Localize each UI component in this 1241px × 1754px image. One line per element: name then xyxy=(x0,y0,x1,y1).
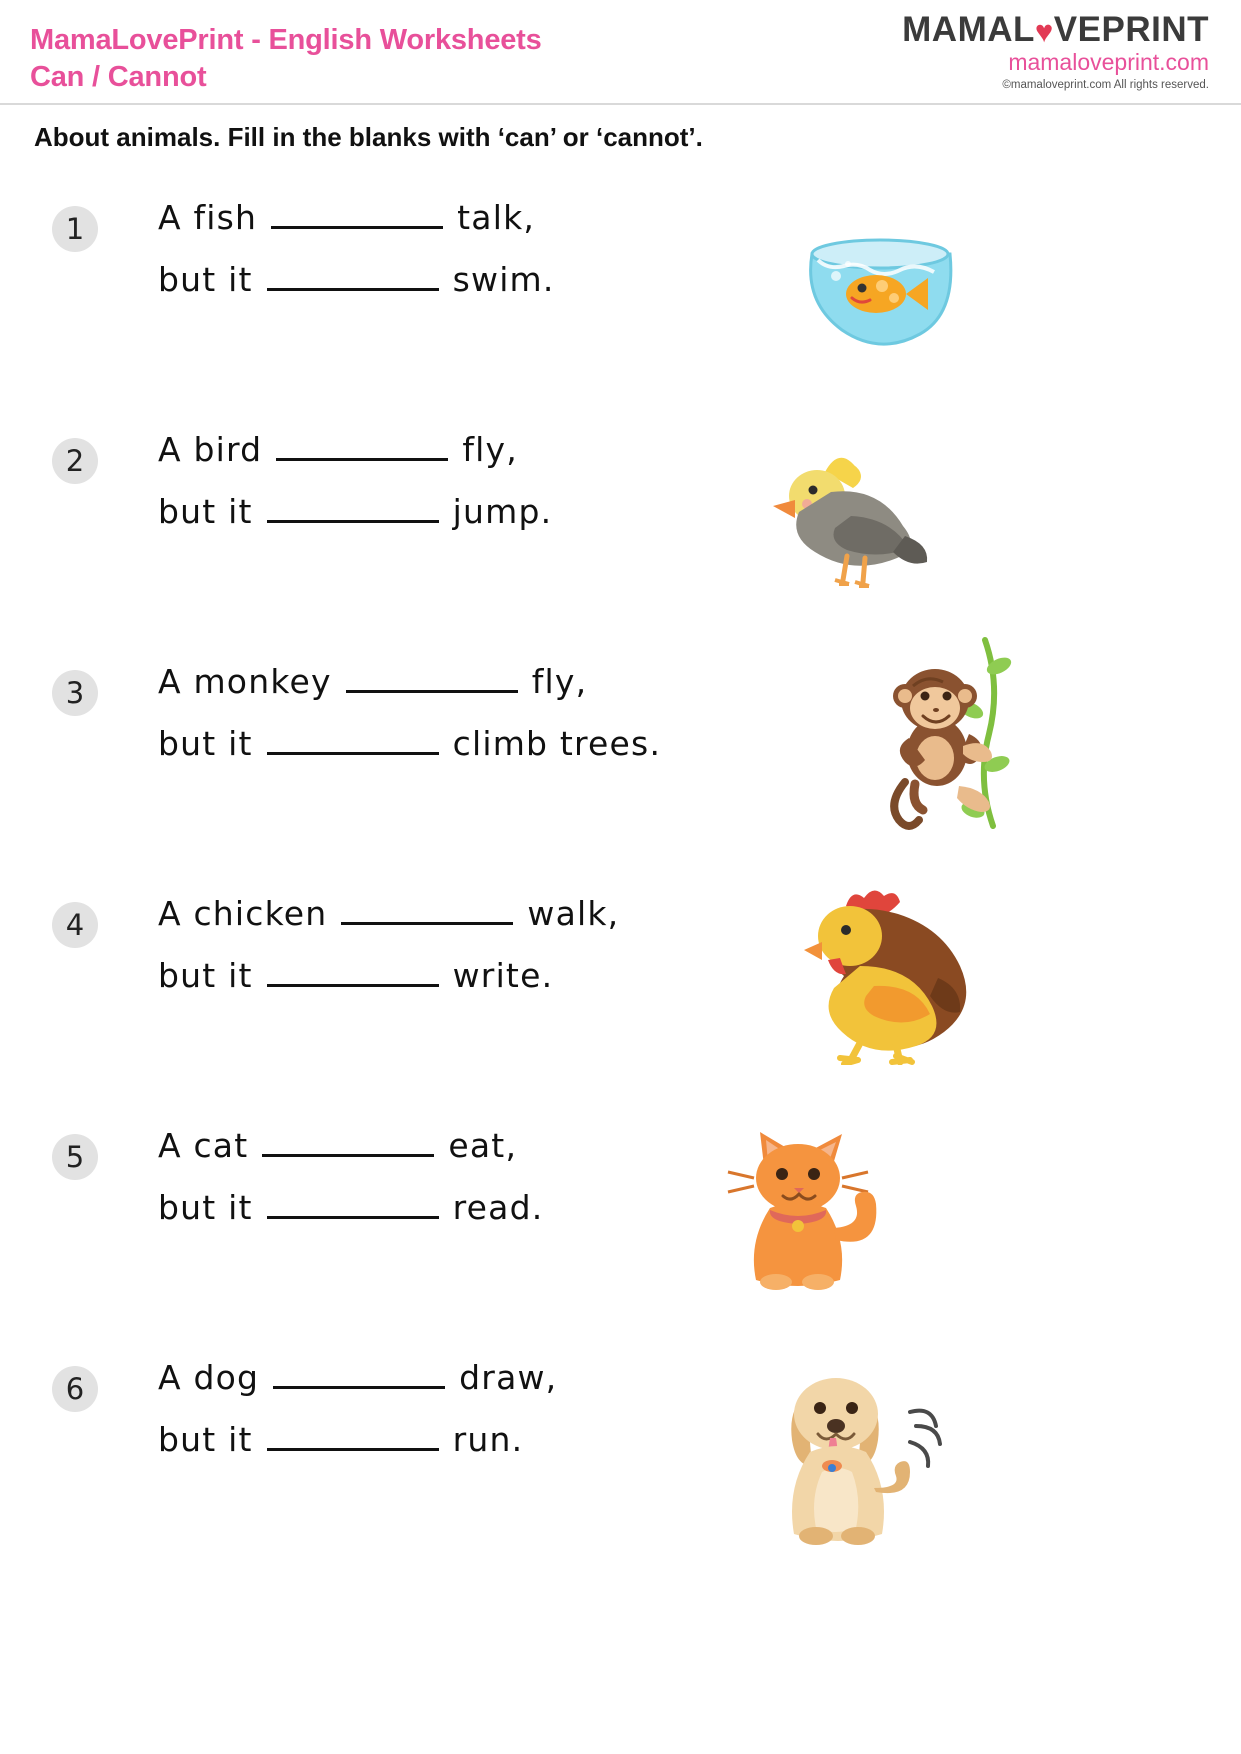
question-text xyxy=(158,432,552,556)
question-number: 5 xyxy=(52,1134,98,1180)
brand-logo-part1: MAMAL xyxy=(902,10,1035,49)
question-row xyxy=(0,1120,1241,1352)
question-line-1 xyxy=(158,200,555,262)
question-line-1 xyxy=(158,432,552,494)
bird-illustration xyxy=(755,444,935,604)
brand-logo xyxy=(902,12,1209,47)
page-header xyxy=(0,0,1241,92)
answer-blank[interactable] xyxy=(267,494,439,523)
line1-prefix: A cat xyxy=(158,1126,249,1165)
line1-prefix: A monkey xyxy=(158,662,332,701)
chicken-illustration xyxy=(770,880,970,1065)
brand-block xyxy=(902,12,1209,91)
worksheet-title-line2: Can / Cannot xyxy=(30,61,207,94)
line1-suffix: fly, xyxy=(462,430,518,469)
line2-prefix: but it xyxy=(158,1420,253,1459)
question-line-2 xyxy=(158,1422,557,1484)
line1-prefix: A bird xyxy=(158,430,263,469)
question-line-1 xyxy=(158,1360,557,1422)
question-number: 3 xyxy=(52,670,98,716)
answer-blank[interactable] xyxy=(267,1190,439,1219)
line2-suffix: run. xyxy=(452,1420,524,1459)
question-line-1 xyxy=(158,896,619,958)
answer-blank[interactable] xyxy=(341,896,513,925)
question-number: 2 xyxy=(52,438,98,484)
answer-blank[interactable] xyxy=(273,1360,445,1389)
question-line-2 xyxy=(158,494,552,556)
answer-blank[interactable] xyxy=(267,958,439,987)
line2-prefix: but it xyxy=(158,724,253,763)
line1-suffix: walk, xyxy=(527,894,620,933)
question-number: 6 xyxy=(52,1366,98,1412)
question-row xyxy=(0,656,1241,888)
answer-blank[interactable] xyxy=(346,664,518,693)
brand-copyright: ©mamaloveprint.com All rights reserved. xyxy=(1002,78,1209,91)
line2-prefix: but it xyxy=(158,492,253,531)
question-row xyxy=(0,424,1241,656)
answer-blank[interactable] xyxy=(267,262,439,291)
line1-prefix: A fish xyxy=(158,198,258,237)
question-line-2 xyxy=(158,262,555,324)
question-number: 4 xyxy=(52,902,98,948)
question-line-1 xyxy=(158,664,661,726)
question-line-1 xyxy=(158,1128,543,1190)
line1-suffix: draw, xyxy=(459,1358,558,1397)
line2-prefix: but it xyxy=(158,956,253,995)
answer-blank[interactable] xyxy=(276,432,448,461)
line1-suffix: eat, xyxy=(448,1126,518,1165)
line1-suffix: fly, xyxy=(531,662,588,701)
question-text xyxy=(158,1128,543,1252)
question-line-2 xyxy=(158,958,619,1020)
question-row xyxy=(0,192,1241,424)
questions-list xyxy=(0,192,1241,1584)
line2-suffix: jump. xyxy=(452,492,553,531)
line1-prefix: A dog xyxy=(158,1358,260,1397)
monkey-illustration xyxy=(865,634,1045,864)
worksheet-title-line1: MamaLovePrint - English Worksheets xyxy=(30,24,542,56)
dog-illustration xyxy=(760,1352,960,1552)
line2-suffix: climb trees. xyxy=(452,724,662,763)
answer-blank[interactable] xyxy=(262,1128,434,1157)
cat-illustration xyxy=(720,1110,910,1300)
line2-suffix: write. xyxy=(452,956,554,995)
answer-blank[interactable] xyxy=(271,200,443,229)
fishbowl-illustration xyxy=(790,202,970,352)
line1-suffix: talk, xyxy=(457,198,536,237)
line2-prefix: but it xyxy=(158,1188,253,1227)
question-text xyxy=(158,1360,557,1484)
question-line-2 xyxy=(158,726,661,788)
brand-website: mamaloveprint.com xyxy=(1008,49,1209,75)
heart-icon: ♥ xyxy=(1034,14,1054,49)
line2-prefix: but it xyxy=(158,260,253,299)
line2-suffix: read. xyxy=(452,1188,544,1227)
line1-prefix: A chicken xyxy=(158,894,328,933)
instruction-text: About animals. Fill in the blanks with ‘can’ or ‘cannot’. xyxy=(34,122,703,152)
line2-suffix: swim. xyxy=(452,260,555,299)
header-divider xyxy=(0,103,1241,105)
worksheet-title xyxy=(30,22,542,96)
question-text xyxy=(158,200,555,324)
question-line-2 xyxy=(158,1190,543,1252)
question-row xyxy=(0,888,1241,1120)
question-number: 1 xyxy=(52,206,98,252)
question-row xyxy=(0,1352,1241,1584)
question-text xyxy=(158,664,661,788)
question-text xyxy=(158,896,619,1020)
answer-blank[interactable] xyxy=(267,1422,439,1451)
answer-blank[interactable] xyxy=(267,726,439,755)
brand-logo-part2: VEPRINT xyxy=(1053,10,1209,49)
